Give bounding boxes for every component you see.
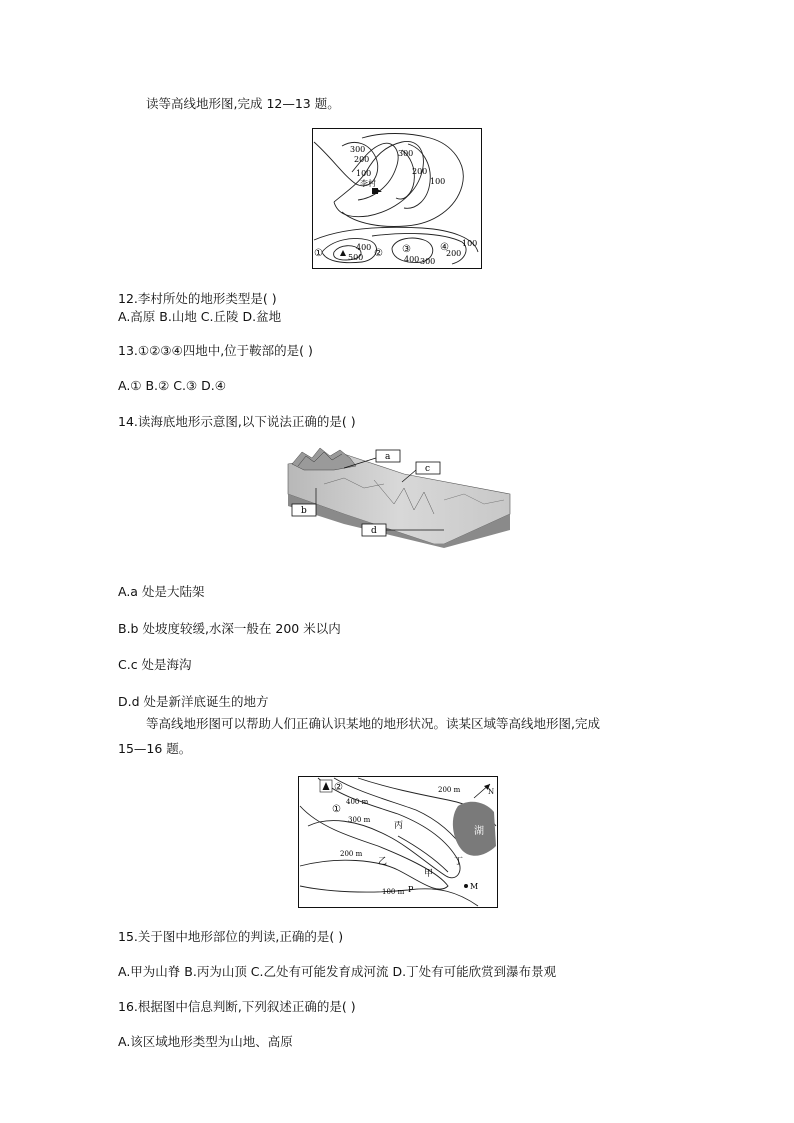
- q16-option-a: A.该区域地形类型为山地、高原: [118, 1034, 293, 1049]
- m1-c400a: 400: [356, 243, 372, 252]
- sea-label-d: d: [371, 526, 377, 536]
- intro-15-16-line1: 等高线地形图可以帮助人们正确认识某地的地形状况。读某区域等高线地形图,完成: [146, 716, 600, 731]
- m2-p1: ①: [332, 804, 341, 815]
- contour-map-2: [298, 776, 498, 911]
- m1-p2: ②: [374, 248, 383, 259]
- q13-stem: 13.①②③④四地中,位于鞍部的是( ): [118, 343, 313, 358]
- m1-c200a: 200: [354, 155, 370, 164]
- m1-c300b: 300: [398, 149, 414, 158]
- m1-c300c: 300: [420, 257, 436, 266]
- m2-c400: 400 m: [346, 798, 369, 806]
- seafloor-diagram: [284, 444, 514, 551]
- m2-c300: 300 m: [348, 816, 371, 824]
- q15-options: A.甲为山脊 B.丙为山顶 C.乙处有可能发育成河流 D.丁处有可能欣赏到瀑布景观: [118, 964, 557, 979]
- m2-bing: 丙: [394, 821, 404, 831]
- m2-ding: 丁: [454, 857, 464, 867]
- m1-village-label: 李村: [360, 179, 376, 188]
- m1-c200b: 200: [412, 167, 428, 176]
- m2-p: P: [408, 885, 414, 894]
- m1-c400b: 400: [404, 255, 420, 264]
- q12-stem: 12.李村所处的地形类型是( ): [118, 291, 277, 306]
- m2-c200b: 200 m: [340, 850, 363, 858]
- sea-label-a: a: [385, 452, 391, 462]
- m1-c300a: 300: [350, 145, 366, 154]
- m1-c100c: 100: [462, 239, 478, 248]
- m2-lake: 湖: [474, 826, 484, 837]
- q14-option-b: B.b 处坡度较缓,水深一般在 200 米以内: [118, 621, 341, 636]
- m1-p1: ①: [314, 248, 323, 259]
- seafloor-diagram-svg: [284, 444, 514, 548]
- m1-p4: ④: [440, 242, 449, 253]
- m1-c500: 500: [348, 253, 364, 262]
- intro-12-13: 读等高线地形图,完成 12—13 题。: [146, 96, 340, 111]
- m1-p3: ③: [402, 244, 411, 255]
- m1-c100b: 100: [430, 177, 446, 186]
- sea-label-c: c: [425, 464, 431, 474]
- intro-15-16-line2: 15—16 题。: [118, 741, 192, 756]
- contour-map-1-svg: [312, 128, 482, 269]
- q14-option-a: A.a 处是大陆架: [118, 584, 205, 599]
- m2-yi: 乙: [378, 857, 388, 867]
- q14-option-d: D.d 处是新洋底诞生的地方: [118, 694, 269, 709]
- q14-option-c: C.c 处是海沟: [118, 657, 192, 672]
- m2-p2: ②: [334, 782, 343, 793]
- contour-map-1: [312, 128, 482, 272]
- m2-jia: 甲: [424, 869, 434, 879]
- sea-label-b: b: [301, 506, 307, 516]
- m1-c200c: 200: [446, 249, 462, 258]
- m2-c200a: 200 m: [438, 786, 461, 794]
- q15-stem: 15.关于图中地形部位的判读,正确的是( ): [118, 929, 344, 944]
- contour-map-2-svg: [298, 776, 498, 908]
- q12-options: A.高原 B.山地 C.丘陵 D.盆地: [118, 309, 282, 324]
- m-point-marker: [464, 884, 468, 888]
- q14-stem: 14.读海底地形示意图,以下说法正确的是( ): [118, 414, 356, 429]
- q16-stem: 16.根据图中信息判断,下列叙述正确的是( ): [118, 999, 356, 1014]
- m2-c100: 100 m: [382, 888, 405, 896]
- m2-n: N: [488, 788, 495, 796]
- m1-c100a: 100: [356, 169, 372, 178]
- m2-m: M: [470, 882, 479, 891]
- q13-options: A.① B.② C.③ D.④: [118, 378, 226, 393]
